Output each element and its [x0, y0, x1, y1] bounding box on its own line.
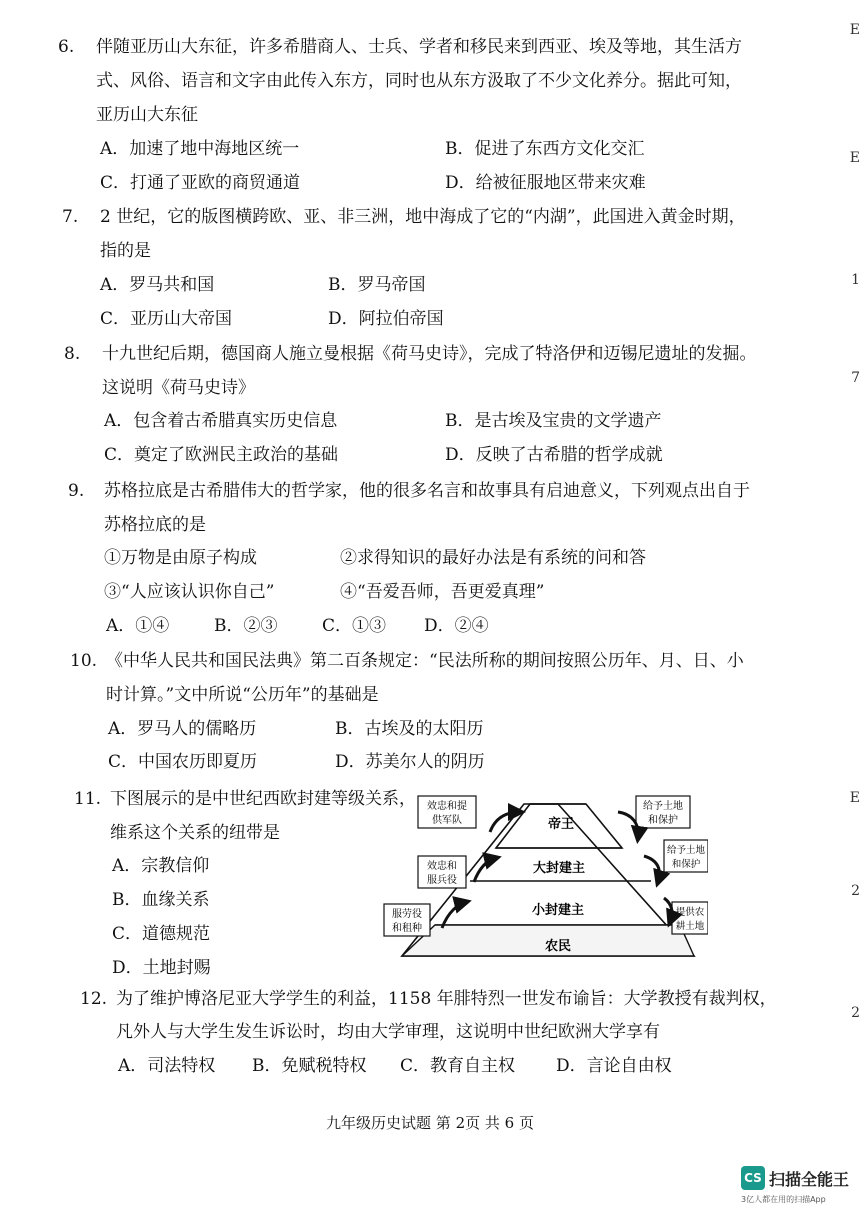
question-9-stem-line-2: 苏格拉底的是: [104, 515, 206, 535]
question-6-stem-line-3: 亚历山大东征: [96, 105, 198, 125]
question-9-option-d[interactable]: D．②④: [424, 616, 489, 636]
level-great-lord: 大封建主: [532, 861, 586, 876]
question-12-option-d[interactable]: D．言论自由权: [556, 1056, 672, 1076]
question-11-option-a[interactable]: A．宗教信仰: [112, 856, 210, 876]
question-6-number: 6.: [58, 37, 75, 57]
question-7-number: 7.: [62, 207, 79, 227]
question-7-stem-line-2: 指的是: [100, 241, 151, 261]
left-arrow-3: [442, 902, 466, 928]
question-9-item-2: ②求得知识的最好办法是有系统的问和答: [340, 548, 646, 568]
question-6-stem-line-2: 式、风俗、语言和文字由此传入东方，同时也从东方汲取了不少文化养分。据此可知，: [96, 71, 742, 91]
question-8-option-c[interactable]: C．奠定了欧洲民主政治的基础: [104, 445, 339, 465]
left-label-3-line-2: 和租种: [392, 923, 422, 934]
question-10-option-c[interactable]: C．中国农历即夏历: [108, 752, 258, 772]
question-12-stem-line-2: 凡外人与大学生发生诉讼时，均由大学审理，这说明中世纪欧洲大学享有: [116, 1022, 660, 1042]
question-10-number: 10.: [70, 651, 98, 671]
edge-mark-3: 1: [851, 272, 860, 288]
right-label-1-line-1: 给予土地: [643, 801, 683, 812]
scanner-tagline: 3亿人都在用的扫描App: [741, 1195, 826, 1204]
question-8-option-b[interactable]: B．是古埃及宝贵的文学遗产: [445, 411, 662, 431]
left-label-1-line-1: 效忠和提: [427, 801, 467, 812]
level-peasant: 农民: [544, 939, 572, 954]
right-arrow-1: [618, 812, 638, 838]
right-label-1-line-2: 和保护: [648, 815, 678, 826]
question-12-stem-line-1: 为了维护博洛尼亚大学学生的利益，1158 年腓特烈一世发布谕旨：大学教授有裁判权，: [116, 989, 777, 1009]
question-12-option-a[interactable]: A．司法特权: [118, 1056, 216, 1076]
question-11-stem-line-2: 维系这个关系的纽带是: [110, 823, 280, 843]
question-9-item-3: ③“人应该认识你自己”: [104, 582, 275, 602]
question-11-option-b[interactable]: B．血缘关系: [112, 890, 210, 910]
question-6-stem-line-1: 伴随亚历山大东征，许多希腊商人、士兵、学者和移民来到西亚、埃及等地，其生活方: [96, 37, 742, 57]
right-label-2-line-1: 给予土地: [666, 845, 706, 856]
question-8-stem-line-1: 十九世纪后期，德国商人施立曼根据《荷马史诗》，完成了特洛伊和迈锡尼遗址的发掘。: [102, 344, 757, 364]
edge-mark-5: E: [849, 790, 860, 806]
right-arrow-2: [644, 856, 659, 882]
question-12-option-b[interactable]: B．免赋税特权: [252, 1056, 367, 1076]
question-6-option-c[interactable]: C．打通了亚欧的商贸通道: [100, 173, 301, 193]
question-9-stem-line-1: 苏格拉底是古希腊伟大的哲学家，他的很多名言和故事具有启迪意义，下列观点出自于: [104, 481, 750, 501]
question-10-option-b[interactable]: B．古埃及的太阳历: [335, 719, 484, 739]
question-10-stem-line-2: 时计算。”文中所说“公历年”的基础是: [106, 685, 379, 705]
question-6-option-d[interactable]: D．给被征服地区带来灾难: [445, 173, 646, 193]
scanner-logo-icon: CS: [741, 1166, 765, 1190]
question-11-stem-line-1: 下图展示的是中世纪西欧封建等级关系，: [110, 789, 416, 809]
question-11-option-c[interactable]: C．道德规范: [112, 924, 211, 944]
question-11-number: 11.: [74, 789, 102, 809]
question-8-option-d[interactable]: D．反映了古希腊的哲学成就: [445, 445, 663, 465]
left-label-2-line-1: 效忠和: [427, 861, 457, 872]
question-7-stem-line-1: 2 世纪，它的版图横跨欧、亚、非三洲，地中海成了它的“内湖”，此国进入黄金时期，: [100, 207, 746, 227]
question-12-number: 12.: [80, 989, 108, 1009]
question-9-option-c[interactable]: C．①③: [322, 616, 387, 636]
question-6-option-a[interactable]: A．加速了地中海地区统一: [100, 139, 300, 159]
question-9-option-a[interactable]: A．①④: [106, 616, 170, 636]
right-arrow-3: [664, 898, 672, 922]
edge-mark-2: E: [849, 150, 860, 166]
question-7-option-a[interactable]: A．罗马共和国: [100, 275, 215, 295]
question-9-option-b[interactable]: B．②③: [214, 616, 278, 636]
left-label-2-line-2: 服兵役: [427, 875, 457, 886]
edge-mark-4: 7: [851, 370, 860, 386]
question-10-option-d[interactable]: D．苏美尔人的阴历: [335, 752, 485, 772]
question-9-item-4: ④“吾爱吾师，吾更爱真理”: [340, 582, 545, 602]
question-7-option-b[interactable]: B．罗马帝国: [328, 275, 426, 295]
right-label-3-line-2: 耕土地: [675, 921, 705, 932]
question-6-option-b[interactable]: B．促进了东西方文化交汇: [445, 139, 645, 159]
scanner-app-name: 扫描全能王: [769, 1170, 850, 1189]
question-9-number: 9.: [68, 481, 85, 501]
question-10-stem-line-1: 《中华人民共和国民法典》第二百条规定：“民法所称的期间按照公历年、月、日、小: [106, 651, 744, 671]
level-emperor: 帝王: [547, 817, 575, 832]
question-11-option-d[interactable]: D．土地封赐: [112, 958, 211, 978]
question-8-number: 8.: [64, 344, 81, 364]
question-12-option-c[interactable]: C．教育自主权: [400, 1056, 516, 1076]
question-7-option-c[interactable]: C．亚历山大帝国: [100, 309, 233, 329]
edge-mark-6: 2: [851, 883, 860, 899]
question-10-option-a[interactable]: A．罗马人的儒略历: [108, 719, 257, 739]
edge-mark-1: E: [849, 22, 860, 38]
page-footer: 九年级历史试题 第 2页 共 6 页: [326, 1114, 534, 1132]
left-label-3-line-1: 服劳役: [392, 909, 422, 920]
question-8-stem-line-2: 这说明《荷马史诗》: [102, 378, 255, 398]
question-9-item-1: ①万物是由原子构成: [104, 548, 257, 568]
edge-mark-7: 2: [851, 1005, 860, 1021]
scanner-watermark: [741, 1166, 853, 1206]
right-label-3-line-1: 提供农: [675, 907, 705, 918]
question-8-option-a[interactable]: A．包含着古希腊真实历史信息: [104, 411, 338, 431]
question-7-option-d[interactable]: D．阿拉伯帝国: [328, 309, 444, 329]
left-label-1-line-2: 供军队: [432, 815, 462, 826]
feudal-hierarchy-diagram: [378, 790, 708, 965]
right-label-2-line-2: 和保护: [671, 859, 701, 870]
level-lesser-lord: 小封建主: [531, 903, 585, 918]
